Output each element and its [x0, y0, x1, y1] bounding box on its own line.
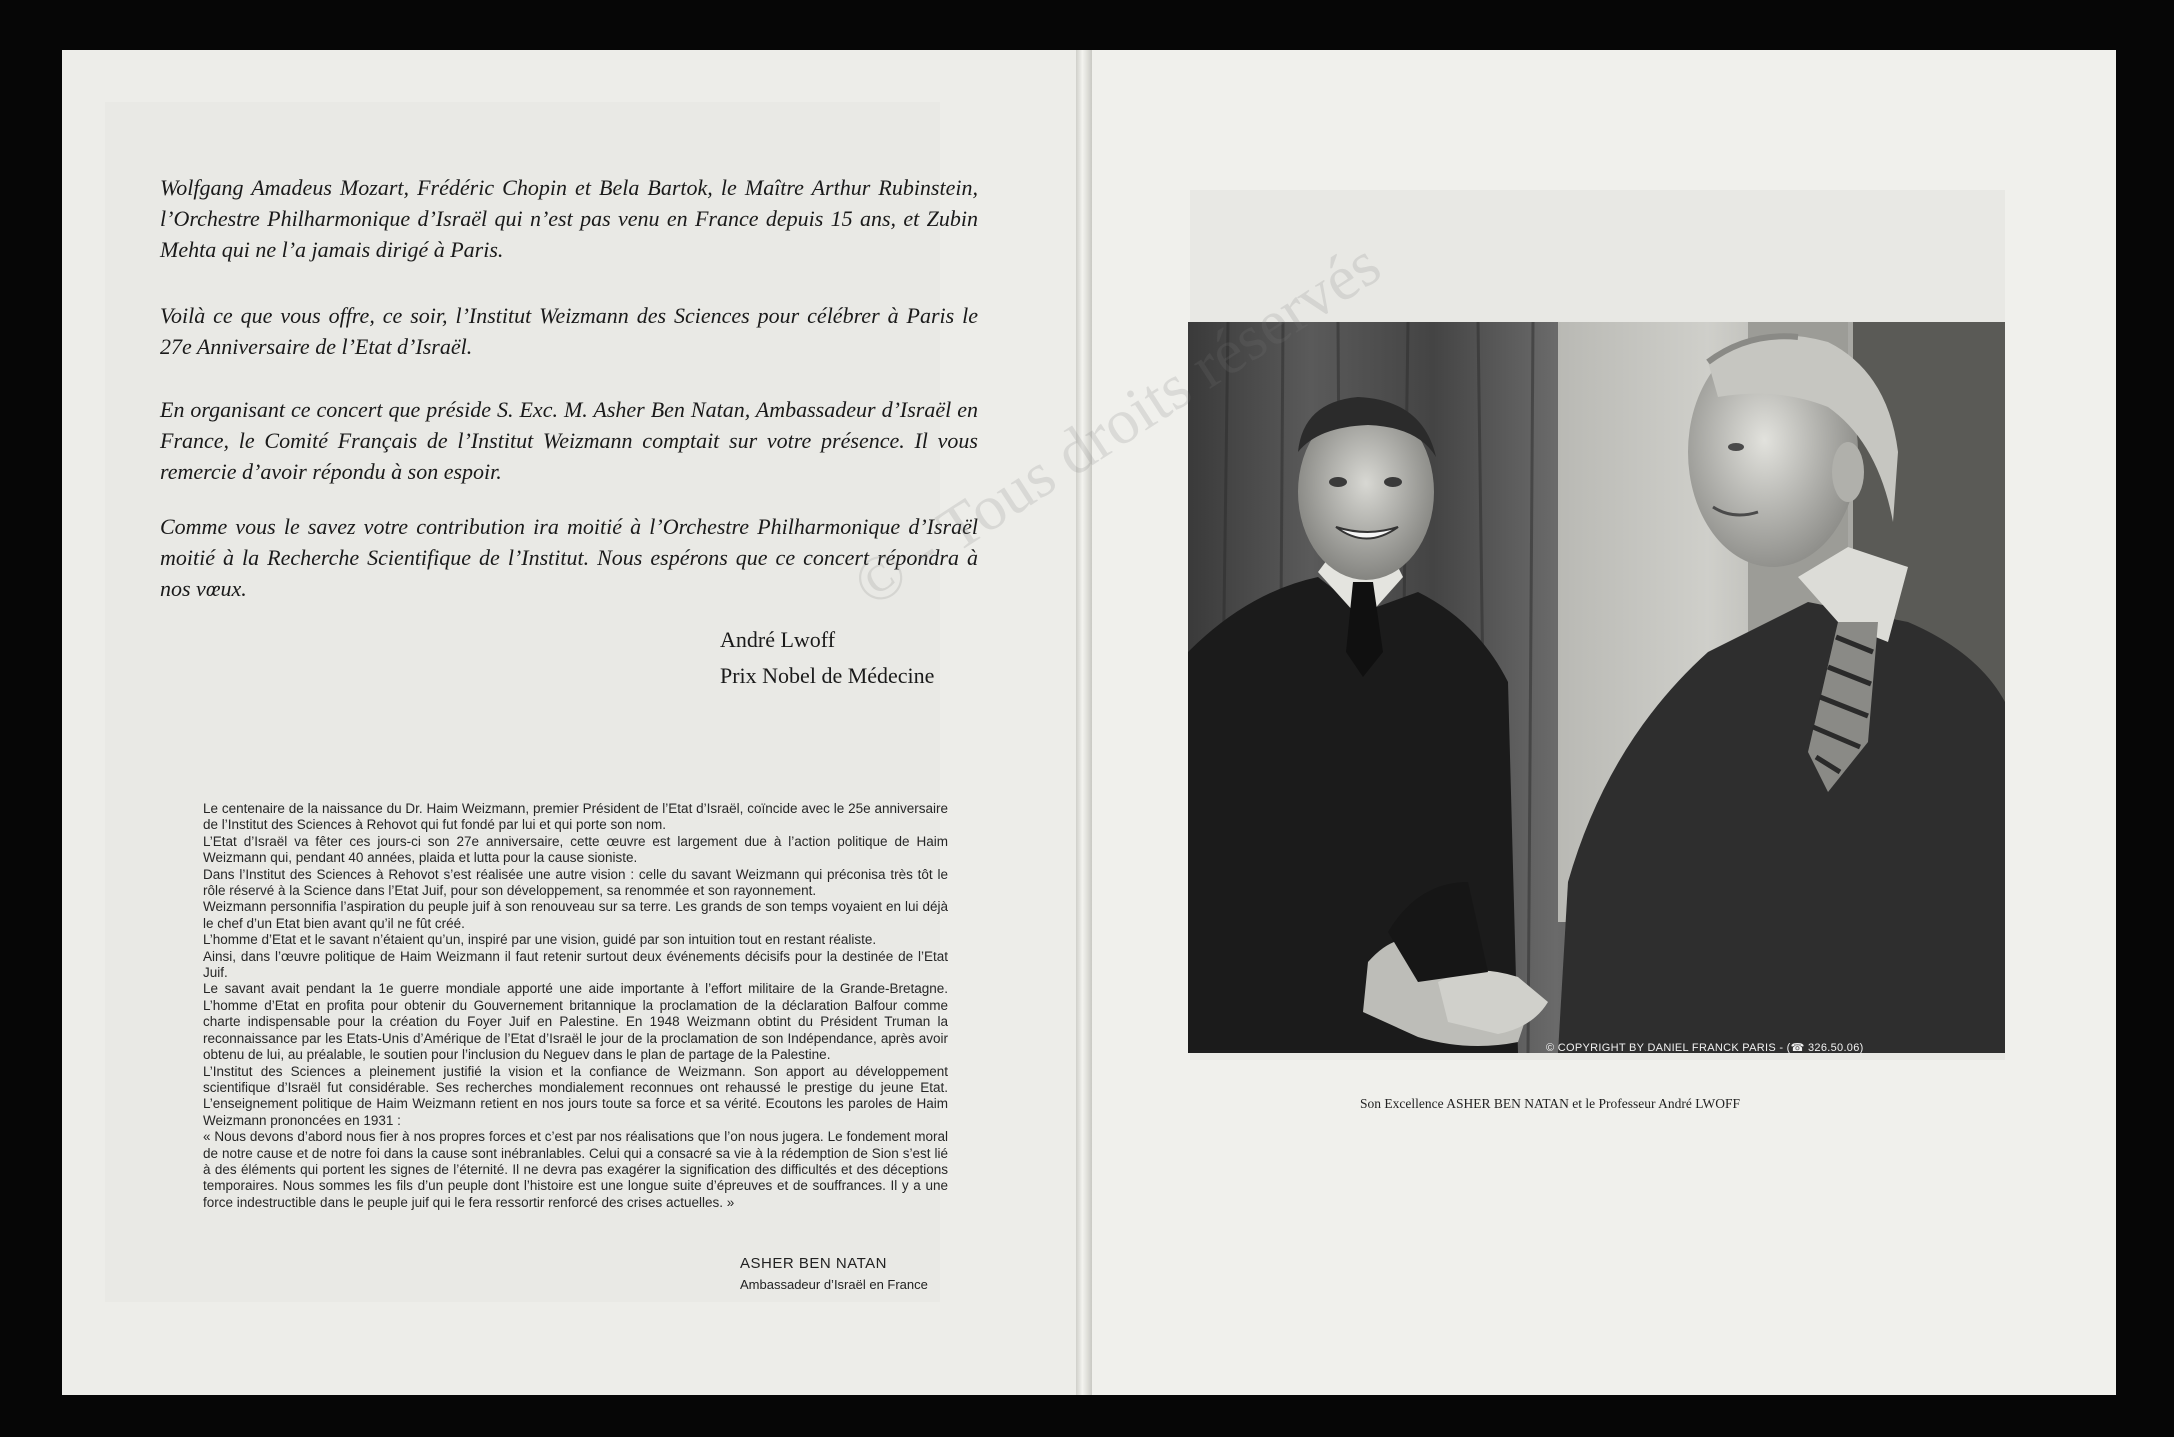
body-paragraph: Le centenaire de la naissance du Dr. Haim Weizmann, premier Président de l’Etat d’Israël, coïncide avec le 25e anniversaire de l’Institut des Sciences à Rehovot qui fut fondé par lui et qui porte son nom. [203, 801, 948, 833]
body-text [203, 801, 948, 1211]
signature-name: ASHER BEN NATAN [740, 1255, 887, 1272]
body-paragraph: Le savant avait pendant la 1e guerre mondiale apporté une aide importante à l’effort militaire de la Grande-Bretagne. L’homme d’Etat en profita pour obtenir du Gouvernement britannique la proclamation de la déclaration Balfour comme charte indispensable pour la création du Foyer Juif en Palestine. En 1948 Weizmann obtint du Président Truman la reconnaissance par les Etats-Unis d’Amérique de l’Etat d’Israël le jour de la proclamation de son Indépendance, après avoir obtenu de lui, au préalable, le soutien pour l’inclusion du Neguev dans le plan de partage de la Palestine. [203, 981, 948, 1063]
photo-caption: Son Excellence ASHER BEN NATAN et le Professeur André LWOFF [1360, 1096, 1740, 1111]
body-paragraph: Ainsi, dans l’œuvre politique de Haim Weizmann il faut retenir surtout deux événements décisifs pour la destinée de l’Etat Juif. [203, 948, 948, 981]
body-paragraph: « Nous devons d’abord nous fier à nos propres forces et c’est par nos réalisations que l’on nous jugera. Le fondement moral de notre cause et de notre foi dans la cause sont inébranlables. Celui qui a consacré sa vie à la rédemption de Sion s’est lié à des éléments qui portent les signes de l’éternité. Il ne devra pas exagérer la signification des difficultés et des déceptions temporaires. Nous sommes les fils d’un peuple dont l’histoire est une longue suite d’épreuves et de souffrances. Il y a une force indestructible dans le peuple juif qui le fera ressortir renforcé des crises actuelles. » [203, 1129, 948, 1210]
handshake-photo [1188, 322, 2005, 1053]
photo-credit: © COPYRIGHT BY DANIEL FRANCK PARIS - (☎ 326.50.06) [1546, 1042, 1864, 1054]
body-paragraph: L’homme d’Etat et le savant n’étaient qu’un, inspiré par une vision, guidé par son intuition tout en restant réaliste. [203, 932, 877, 948]
intro-paragraph-1: Wolfgang Amadeus Mozart, Frédéric Chopin et Bela Bartok, le Maître Arthur Rubinstein, l’Orchestre Philharmonique d’Israël qui n’est pas venu en France depuis 15 ans, et Zubin Mehta qui ne l’a jamais dirigé à Paris. [160, 175, 978, 262]
body-paragraph: Weizmann personnifia l’aspiration du peuple juif à son renouveau sur sa terre. Les grands de son temps voyaient en lui déjà le chef d’un Etat bien avant qu’il ne fût créé. [203, 899, 948, 931]
body-paragraph: L’Etat d’Israël va fêter ces jours-ci son 27e anniversaire, cette œuvre est largement due à l’action politique de Haim Weizmann qui, pendant 40 années, plaida et lutta pour la cause sioniste. [203, 833, 948, 866]
signature-title: Ambassadeur d’Israël en France [740, 1277, 928, 1292]
book-spine [1076, 50, 1092, 1395]
signature-name: André Lwoff [720, 627, 836, 652]
handshake-photo-image [1188, 322, 2005, 1053]
intro-paragraph-2: Voilà ce que vous offre, ce soir, l’Institut Weizmann des Sciences pour célébrer à Paris le 27e Anniversaire de l’Etat d’Israël. [160, 303, 978, 359]
intro-paragraph-3: En organisant ce concert que préside S. Exc. M. Asher Ben Natan, Ambassadeur d’Israël en France, le Comité Français de l’Institut Weizmann comptait sur votre présence. Il vous remercie d’avoir répondu à son espoir. [160, 397, 978, 484]
body-paragraph: L’Institut des Sciences a pleinement justifié la vision et la confiance de Weizmann. Son apport au développement scientifique d’Israël fut considérable. Ses recherches mondialement reconnues ont rehaussé le prestige du jeune Etat. L’enseignement politique de Haim Weizmann retient en nos jours toute sa force et sa vérité. Ecoutons les paroles de Haim Weizmann prononcées en 1931 : [203, 1063, 948, 1128]
intro-paragraph-4: Comme vous le savez votre contribution ira moitié à l’Orchestre Philharmonique d’Israël moitié à la Recherche Scientifique de l’Institut. Nous espérons que ce concert répondra à nos vœux. [160, 514, 978, 601]
signature-title: Prix Nobel de Médecine [720, 663, 935, 688]
signature-lwoff [720, 622, 934, 694]
body-paragraph: Dans l’Institut des Sciences à Rehovot s’est réalisée une autre vision : celle du savant Weizmann qui préconisa très tôt le rôle réservé à la Science dans l’Etat Juif, pour son développement, sa renommée et son rayonnement. [203, 866, 948, 899]
